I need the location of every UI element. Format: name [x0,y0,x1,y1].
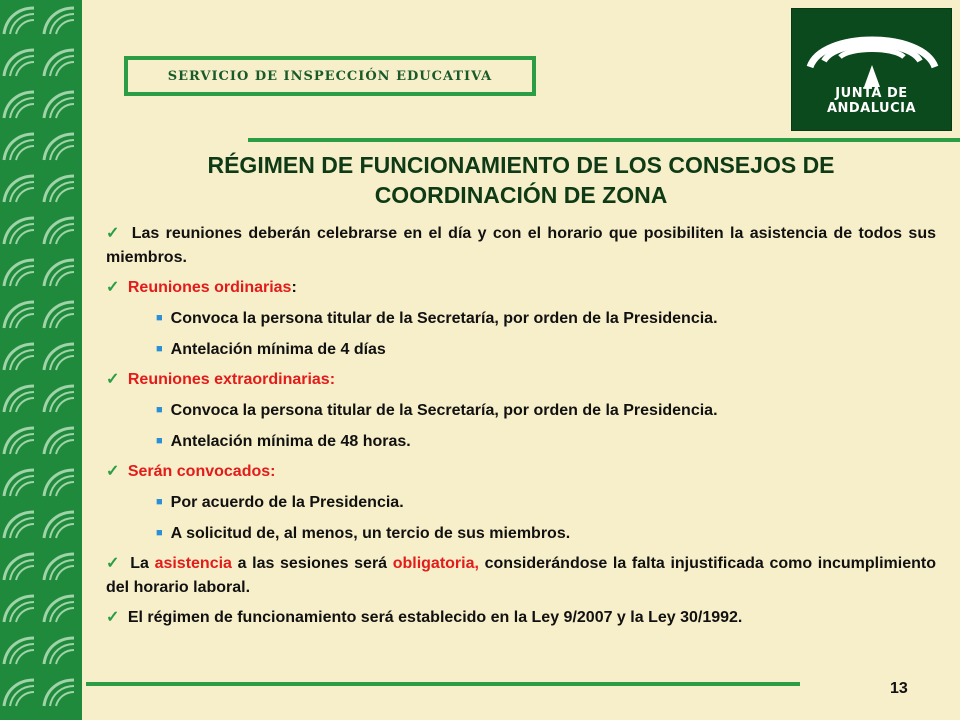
convocados-subitem [106,490,936,515]
item-ordinarias [106,276,936,300]
square-bullet-icon: ■ [156,527,163,539]
convocados-label: Serán convocados: [127,463,276,480]
subitem-text: Convoca la persona titular de la Secretaría, por orden de la Presidencia. [170,310,718,327]
page-title [100,150,942,210]
service-title: SERVICIO DE INSPECCIÓN EDUCATIVA [167,68,493,84]
top-divider [248,138,960,142]
item-reuniones [106,222,936,270]
square-bullet-icon: ■ [156,435,163,447]
asistencia-post: considerándose la falta injustificada como incumplimiento del horario laboral. [106,555,936,596]
square-bullet-icon: ■ [156,343,163,355]
extraordinarias-subitem [106,398,936,423]
item-asistencia [106,552,936,600]
service-header-box [124,56,536,96]
square-bullet-icon: ■ [156,312,163,324]
ordinarias-subitem [106,337,936,362]
item-extraordinarias [106,368,936,392]
asistencia-pre: La [130,555,155,572]
decorative-side-band [0,0,82,720]
swirl-column-left [4,8,34,706]
item-convocados [106,460,936,484]
ordinarias-label: Reuniones ordinarias [127,279,292,296]
square-bullet-icon: ■ [156,496,163,508]
item-regimen [106,606,936,630]
subitem-text: Antelación mínima de 4 días [170,341,386,358]
logo-text: JUNTA DE ANDALUCIA [826,86,917,116]
item-reuniones-text: Las reuniones deberán celebrarse en el día y con el horario que posibiliten la asistencia de todos sus miembros. [106,225,936,266]
swirl-column-right [44,8,74,706]
extraordinarias-label: Reuniones extraordinarias: [127,371,336,388]
subitem-text: Antelación mínima de 48 horas. [170,433,411,450]
subitem-text: Convoca la persona titular de la Secretaría, por orden de la Presidencia. [170,402,718,419]
asistencia-highlight: asistencia [154,555,232,572]
content-body [106,222,936,636]
regimen-text: El régimen de funcionamiento será establecido en la Ley 9/2007 y la Ley 30/1992. [127,609,743,626]
ordinarias-subitem [106,306,936,331]
swirl-pattern-icon [0,0,82,720]
title-line-1: RÉGIMEN DE FUNCIONAMIENTO DE LOS CONSEJOS DE [207,152,835,178]
asistencia-mid: a las sesiones será [231,555,393,572]
square-bullet-icon: ■ [156,404,163,416]
extraordinarias-subitem [106,429,936,454]
obligatoria-highlight: obligatoria, [392,555,479,572]
junta-andalucia-logo [791,8,952,131]
ordinarias-colon: : [291,279,297,296]
page-number: 13 [890,680,908,697]
subitem-text: Por acuerdo de la Presidencia. [170,494,404,511]
subitem-text: A solicitud de, al menos, un tercio de sus miembros. [170,525,571,542]
title-line-2: COORDINACIÓN DE ZONA [374,182,668,208]
convocados-subitem [106,521,936,546]
bottom-divider [86,682,800,686]
